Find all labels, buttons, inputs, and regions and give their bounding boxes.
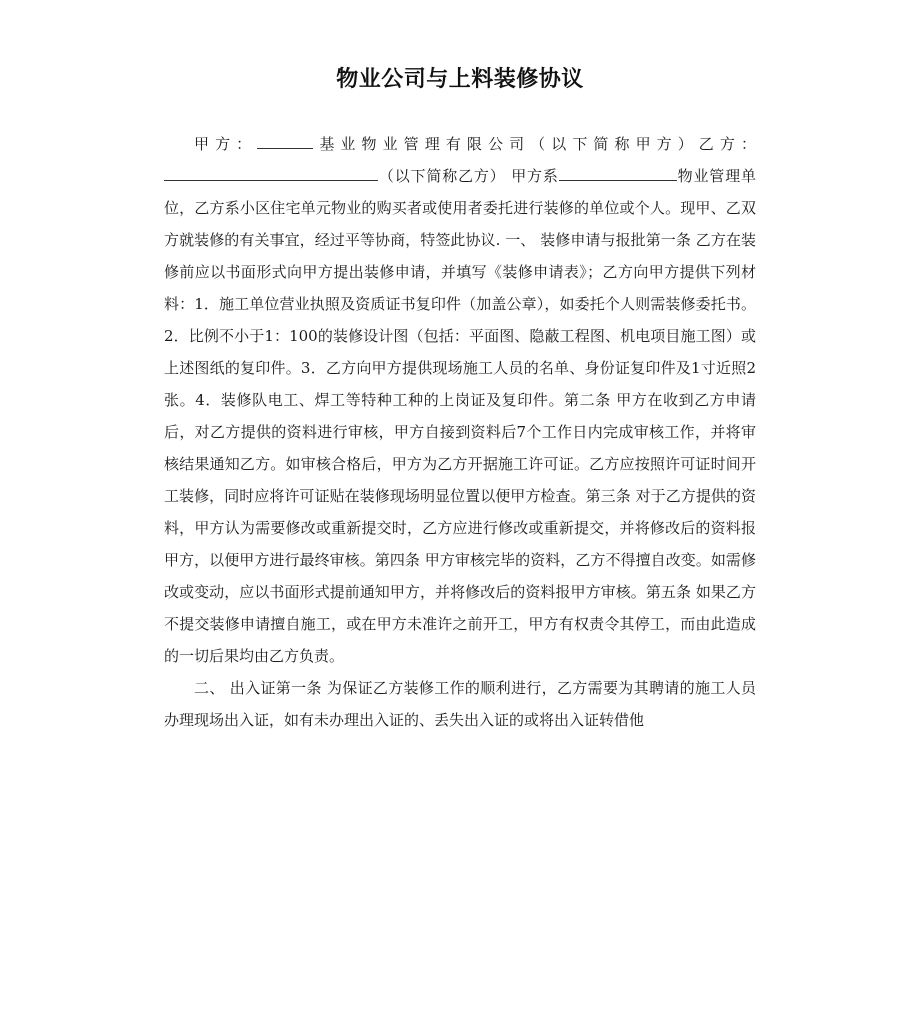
document-body bbox=[164, 128, 756, 736]
blank-field bbox=[257, 128, 313, 149]
party-a-label: 甲方： bbox=[194, 135, 258, 153]
party-b-text: （以下简称乙方） 甲方系 bbox=[378, 167, 559, 185]
paragraph-1 bbox=[164, 128, 756, 672]
document-title: 物业公司与上料装修协议 bbox=[336, 67, 584, 92]
blank-field bbox=[559, 160, 677, 181]
paragraph-1-body: 物业管理单位，乙方系小区住宅单元物业的购买者或使用者委托进行装修的单位或个人。现甲、乙双方就装修的有关事宜，经过平等协商，特签此协议. 一、 装修申请与报批第一条 乙方在装修前应以书面形式向甲方提出装修申请，并填写《装修申请表》；乙方向甲方提供下列材料：1．施工单位营业执照及资质证书复印件（加盖公章），如委托个人则需装修委托书。2．比例不小于1：100的装修设计图（包括：平面图、隐蔽工程图、机电项目施工图）或上述图纸的复印件。3．乙方向甲方提供现场施工人员的名单、身份证复印件及1寸近照2张。4．装修队电工、焊工等特种工种的上岗证及复印件。第二条 甲方在收到乙方申请后，对乙方提供的资料进行审核，甲方自接到资料后7个工作日内完成审核工作，并将审核结果通知乙方。如审核合格后，甲方为乙方开据施工许可证。乙方应按照许可证时间开工装修，同时应将许可证贴在装修现场明显位置以便甲方检查。第三条 对于乙方提供的资料，甲方认为需要修改或重新提交时，乙方应进行修改或重新提交，并将修改后的资料报甲方，以便甲方进行最终审核。第四条 甲方审核完毕的资料，乙方不得擅自改变。如需修改或变动，应以书面形式提前通知甲方，并将修改后的资料报甲方审核。第五条 如果乙方不提交装修申请擅自施工，或在甲方未准许之前开工，甲方有权责令其停工，而由此造成的一切后果均由乙方负责。 bbox=[164, 167, 756, 665]
party-a-company-text: 基业物业管理有限公司（以下简称甲方）乙方： bbox=[313, 135, 756, 153]
paragraph-2: 二、 出入证第一条 为保证乙方装修工作的顺利进行，乙方需要为其聘请的施工人员办理现场出入证，如有未办理出入证的、丢失出入证的或将出入证转借他 bbox=[164, 679, 756, 729]
blank-field bbox=[164, 160, 378, 181]
